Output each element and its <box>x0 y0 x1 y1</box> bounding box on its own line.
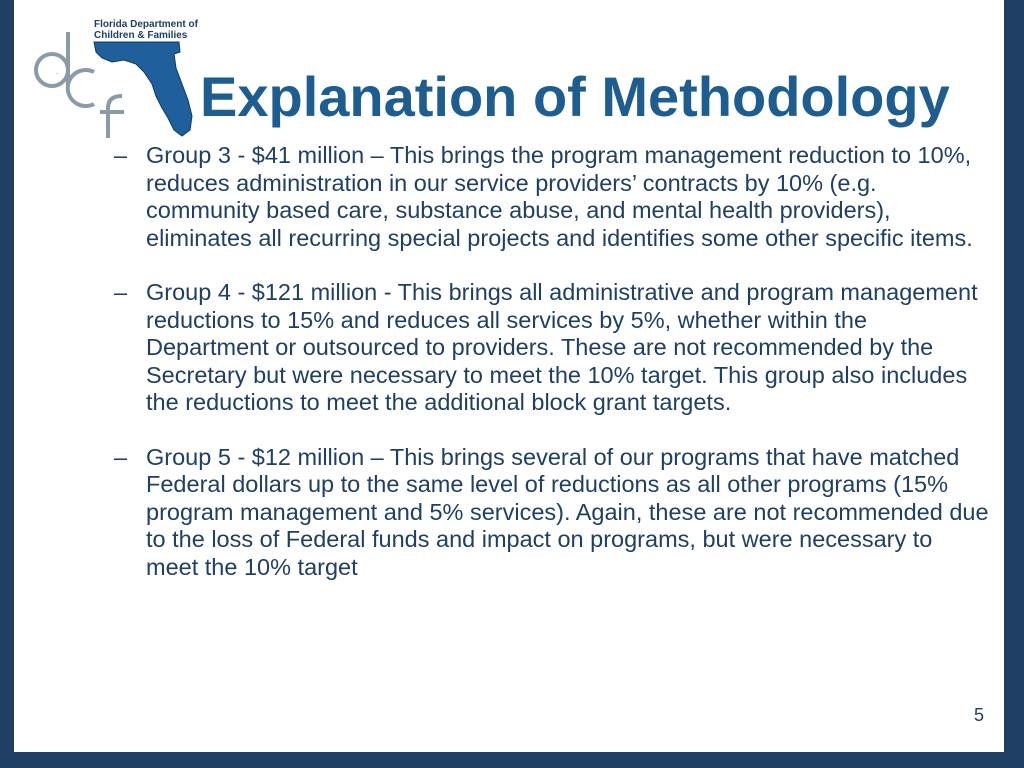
list-item-text: Group 3 - $41 million – This brings the program management reduction to 10%, reduces administration in our service providers’ contracts by 10% (e.g. community based care, substance abuse, and mental health providers), eliminates all recurring special projects and identifies some other specific items. <box>146 142 973 251</box>
list-item <box>114 142 989 252</box>
list-item-text: Group 4 - $121 million - This brings all administrative and program management reductions to 15% and reduces all services by 5%, whether within the Department or outsourced to providers. These are not recommended by the Secretary but were necessary to meet the 10% target. This group also includes the reductions to meet the additional block grant targets. <box>146 279 978 415</box>
dash-bullet: – <box>114 279 128 305</box>
list-item-text: Group 5 - $12 million – This brings several of our programs that have matched Federal dollars up to the same level of reductions as all other programs (15% program management and 5% services). Again, these are not recommended due to the loss of Federal funds and impact on programs, but were necessary to meet the 10% target <box>146 443 989 580</box>
list-item <box>114 444 989 582</box>
dash-bullet: – <box>114 443 128 470</box>
dcf-logo <box>24 12 199 142</box>
slide-title: Explanation of Methodology <box>200 65 950 128</box>
logo-org-line1: Florida Department of <box>94 19 198 30</box>
bullet-list <box>114 142 989 581</box>
logo-org-line2: Children & Families <box>94 30 188 41</box>
svg-text:dcf: dcf <box>56 73 59 75</box>
logo-org-name <box>94 19 198 41</box>
page-number: 5 <box>973 705 984 725</box>
dash-bullet: – <box>114 142 128 168</box>
slide <box>14 0 1004 752</box>
list-item <box>114 279 989 417</box>
